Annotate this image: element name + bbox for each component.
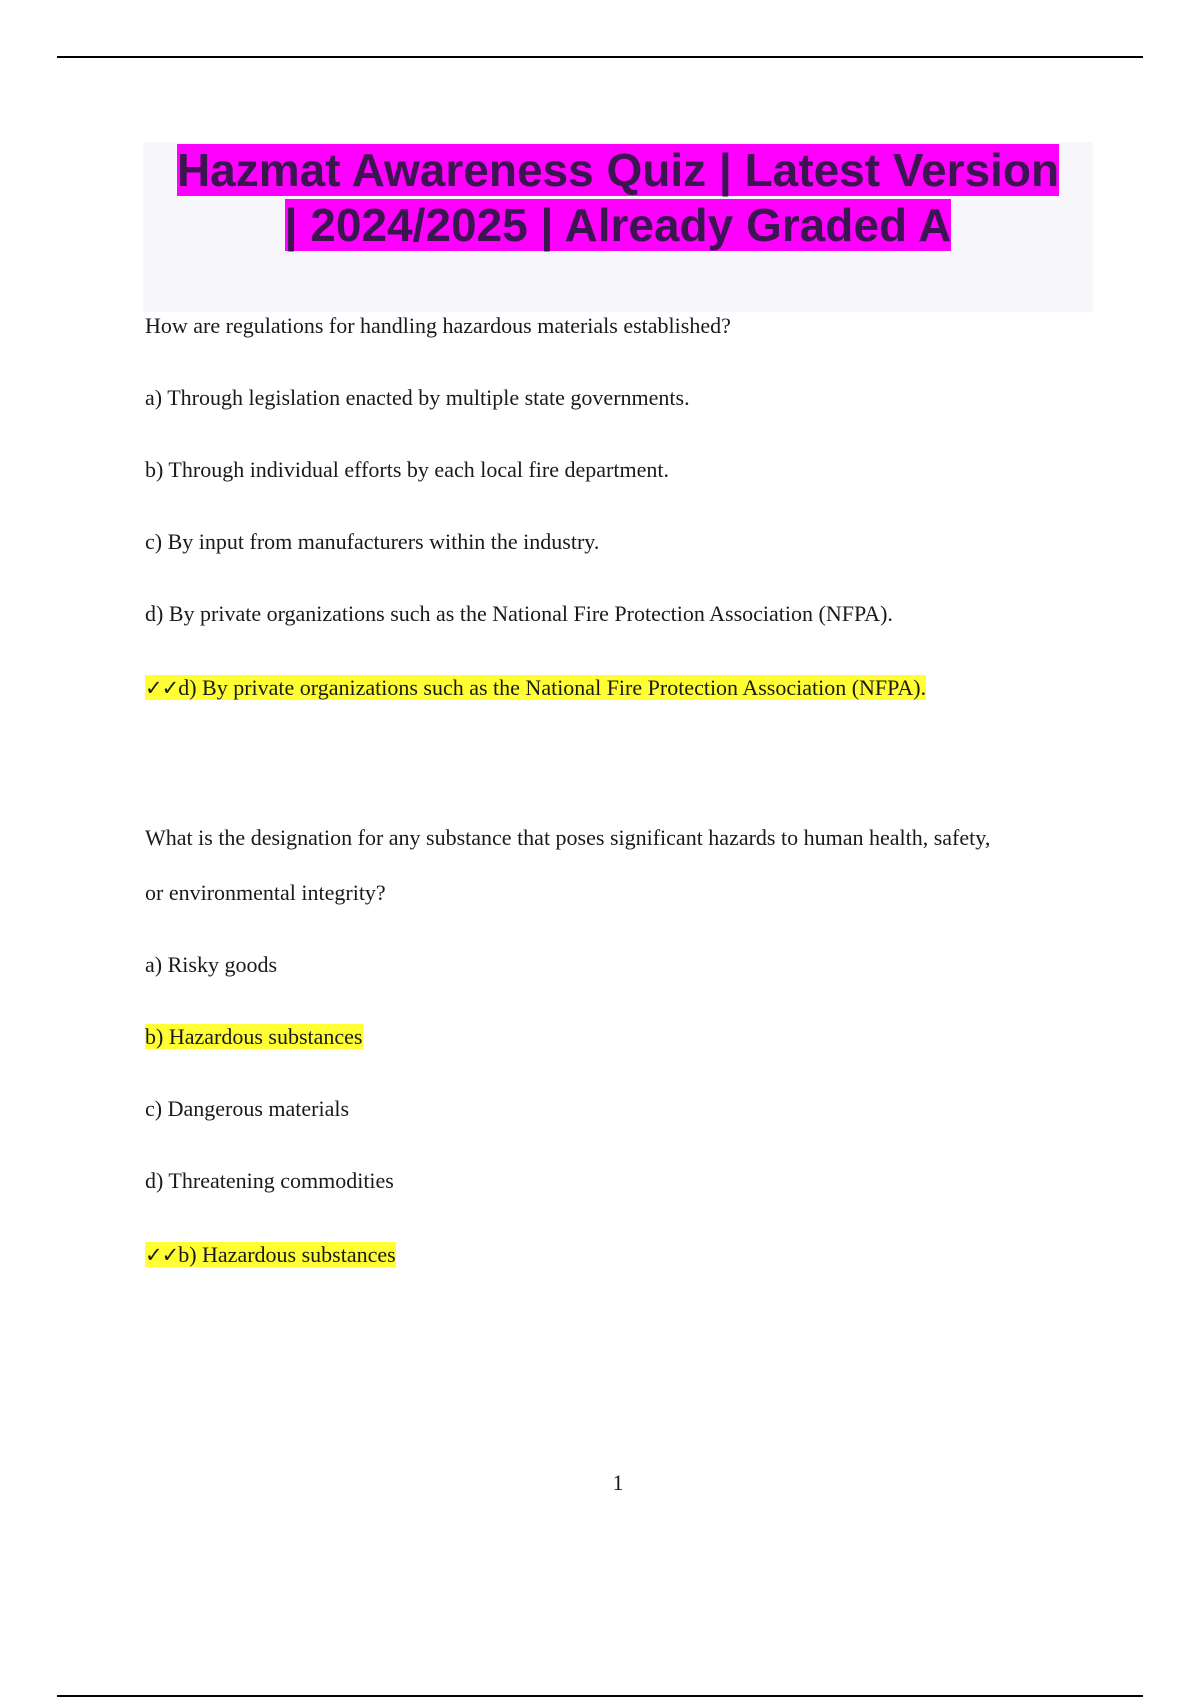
question-2-answer-highlight — [145, 1242, 396, 1267]
question-2-option-d: d) Threatening commodities — [145, 1168, 394, 1193]
question-2-option-b — [145, 1022, 363, 1052]
question-1-answer-text: d) By private organizations such as the National Fire Protection Association (NFPA). — [178, 675, 927, 700]
question-1-answer — [145, 673, 926, 703]
top-rule — [57, 56, 1143, 58]
question-2-option-a: a) Risky goods — [145, 952, 277, 977]
question-1-text: How are regulations for handling hazardous materials established? — [145, 313, 731, 338]
title-line-2: | 2024/2025 | Already Graded A — [284, 199, 952, 251]
bottom-rule — [57, 1695, 1143, 1697]
question-2-option-c: c) Dangerous materials — [145, 1096, 350, 1121]
double-check-icon: ✓✓ — [145, 676, 179, 700]
question-1-answer-highlight — [145, 675, 926, 700]
question-2-text-line-2: or environmental integrity? — [145, 880, 386, 905]
question-2-answer — [145, 1240, 396, 1270]
question-2-text-line-1: What is the designation for any substance that poses significant hazards to human health, safety, — [145, 825, 991, 850]
question-1-option-a: a) Through legislation enacted by multiple state governments. — [145, 385, 690, 410]
document-title — [143, 143, 1093, 253]
question-1-option-d: d) By private organizations such as the National Fire Protection Association (NFPA). — [145, 601, 893, 626]
title-line-1: Hazmat Awareness Quiz | Latest Version — [176, 144, 1060, 196]
question-2-option-b-highlight: b) Hazardous substances — [145, 1024, 363, 1049]
double-check-icon: ✓✓ — [145, 1243, 179, 1267]
question-1-option-b: b) Through individual efforts by each local fire department. — [145, 457, 669, 482]
question-1-option-c: c) By input from manufacturers within the industry. — [145, 529, 600, 554]
question-2-answer-text: b) Hazardous substances — [178, 1242, 396, 1267]
page-number: 1 — [612, 1470, 624, 1495]
